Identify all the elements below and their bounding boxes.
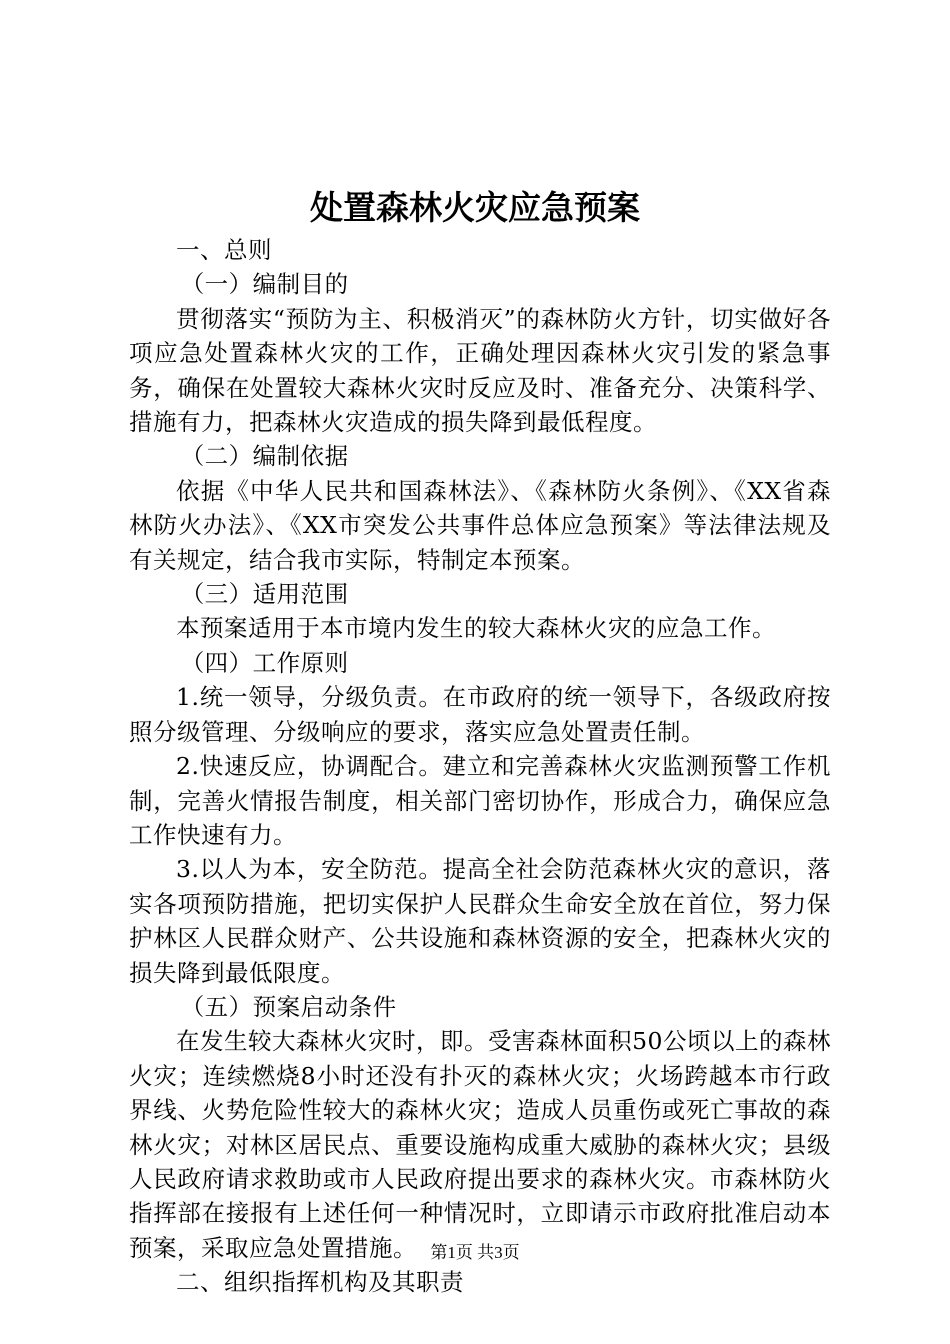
paragraph-principle-3: 3.以人为本，安全防范。提高全社会防范森林火灾的意识，落实各项预防措施，把切实保护人民群众生命安全放在首位，努力保护林区人民群众财产、公共设施和森林资源的安全，把森林火灾的损失降到最低限度。 — [129, 855, 831, 987]
document-body — [129, 233, 831, 1300]
paragraph-principle-1: 1.统一领导，分级负责。在市政府的统一领导下，各级政府按照分级管理、分级响应的要求，落实应急处置责任制。 — [129, 683, 831, 746]
section-heading-organization: 二、组织指挥机构及其职责 — [176, 1268, 464, 1297]
subheading-scope: （三）适用范围 — [180, 580, 349, 609]
subheading-basis: （二）编制依据 — [180, 442, 349, 471]
paragraph-activation: 在发生较大森林火灾时，即。受害森林面积50公顷以上的森林火灾；连续燃烧8小时还没有扑灭的森林火灾；火场跨越本市行政界线、火势危险性较大的森林火灾；造成人员重伤或死亡事故的森林火灾；对林区居民点、重要设施构成重大威胁的森林火灾；县级人民政府请求救助或市人民政府提出要求的森林火灾。市森林防火指挥部在接报有上述任何一种情况时，立即请示市政府批准启动本预案，采取应急处置措施。 — [129, 1027, 831, 1262]
document-title: 处置森林火灾应急预案 — [310, 188, 640, 227]
page-footer: 第1页 共3页 — [430, 1243, 520, 1262]
subheading-purpose: （一）编制目的 — [180, 270, 349, 299]
paragraph-scope: 本预案适用于本市境内发生的较大森林火灾的应急工作。 — [176, 614, 776, 643]
paragraph-purpose: 贯彻落实“预防为主、积极消灭”的森林防火方针，切实做好各项应急处置森林火灾的工作，正确处理因森林火灾引发的紧急事务，确保在处置较大森林火灾时反应及时、准备充分、决策科学、措施有力，把森林火灾造成的损失降到最低程度。 — [129, 304, 831, 437]
section-heading-general: 一、总则 — [176, 236, 272, 264]
paragraph-principle-2: 2.快速反应，协调配合。建立和完善森林火灾监测预警工作机制，完善火情报告制度，相关部门密切协作，形成合力，确保应急工作快速有力。 — [129, 752, 831, 849]
paragraph-basis: 依据《中华人民共和国森林法》、《森林防火条例》、《XX省森林防火办法》、《XX市突发公共事件总体应急预案》等法律法规及有关规定，结合我市实际，特制定本预案。 — [129, 476, 831, 574]
subheading-principles: （四）工作原则 — [180, 648, 349, 677]
subheading-activation: （五）预案启动条件 — [180, 992, 397, 1021]
